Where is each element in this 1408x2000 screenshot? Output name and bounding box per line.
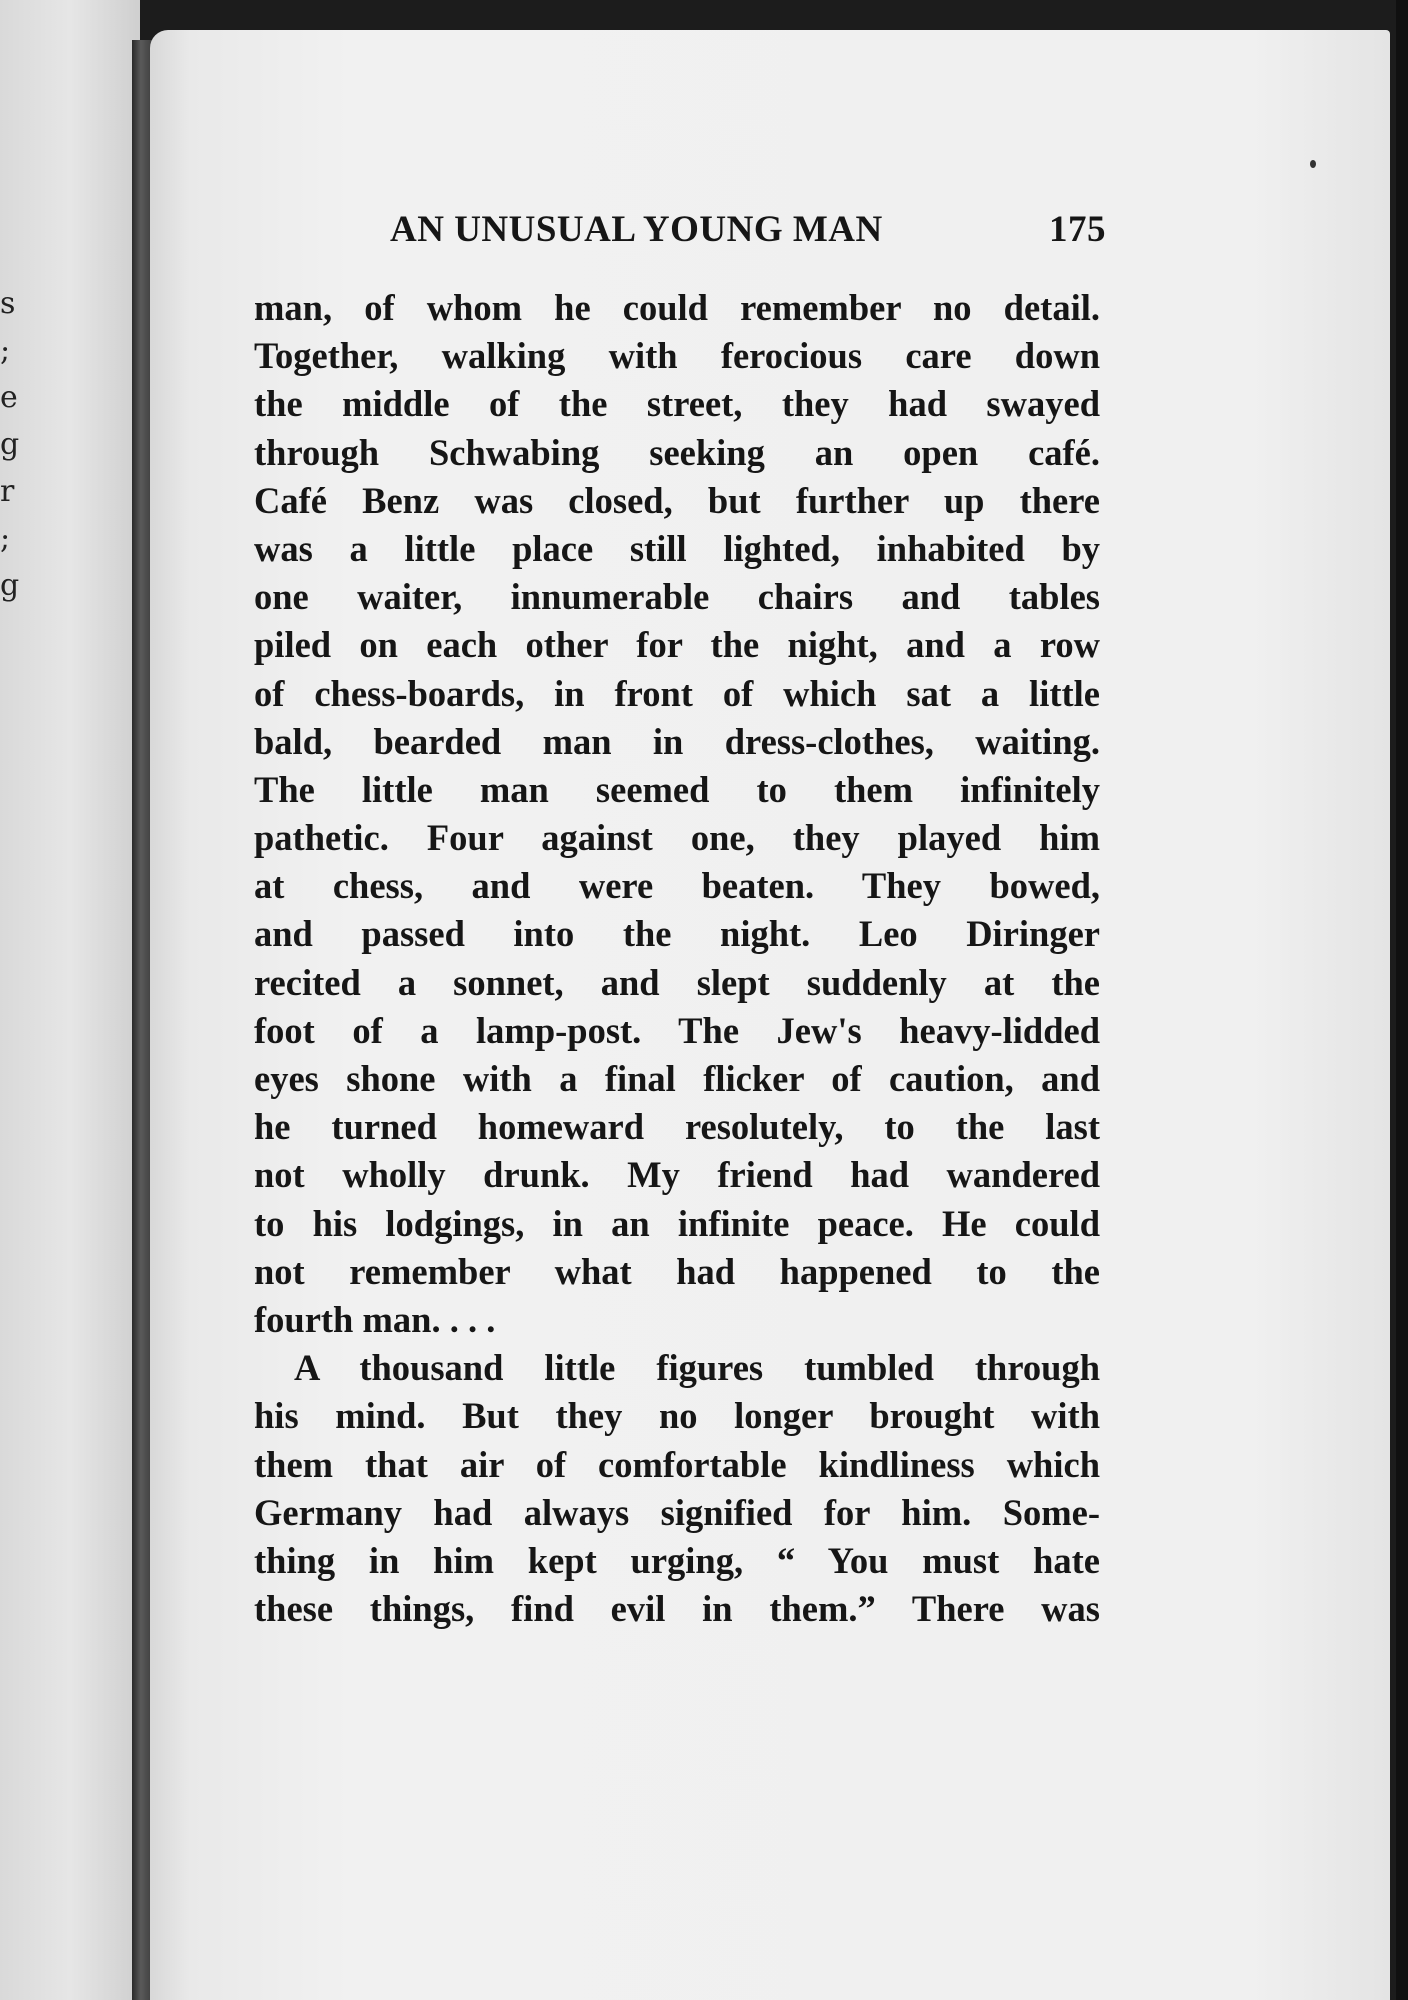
scan-speck xyxy=(1310,160,1316,168)
text-line: them that air of comfortable kindliness which xyxy=(254,1443,1100,1485)
page-number: 175 xyxy=(1049,209,1106,250)
text-line: his mind. But they no longer brought with xyxy=(254,1395,1100,1437)
scan-right-border xyxy=(1396,0,1408,2000)
text-line: fourth man. . . . xyxy=(254,1298,496,1340)
text-line: at chess, and were beaten. They bowed, xyxy=(254,865,1100,907)
running-head xyxy=(390,208,1106,262)
text-line: recited a sonnet, and slept suddenly at the xyxy=(254,961,1100,1003)
running-head-title: AN UNUSUAL YOUNG MAN xyxy=(390,209,883,250)
text-line: eyes shone with a final flicker of caution, and xyxy=(254,1058,1100,1099)
edge-char: s xyxy=(0,286,16,321)
edge-char: g xyxy=(0,427,20,462)
text-line: to his lodgings, in an infinite peace. He could xyxy=(254,1202,1100,1244)
previous-page-text-fragments xyxy=(0,280,24,609)
paragraph-1 xyxy=(254,284,1100,1344)
text-line: piled on each other for the night, and a row xyxy=(254,624,1100,666)
text-line: bald, bearded man in dress-clothes, waiting. xyxy=(254,720,1100,762)
text-line: the middle of the street, they had swayed xyxy=(254,383,1100,425)
text-line: The little man seemed to them infinitely xyxy=(254,768,1100,810)
edge-char: r xyxy=(0,474,15,509)
edge-char: g xyxy=(0,568,20,603)
text-line: foot of a lamp-post. The Jew's heavy-lidded xyxy=(254,1009,1100,1051)
edge-char: e xyxy=(0,380,18,415)
text-line: not wholly drunk. My friend had wandered xyxy=(254,1154,1100,1196)
text-line: pathetic. Four against one, they played him xyxy=(254,817,1100,859)
text-line: one waiter, innumerable chairs and tables xyxy=(254,576,1100,618)
text-line: not remember what had happened to the xyxy=(254,1250,1100,1292)
text-line: was a little place still lighted, inhabited by xyxy=(254,527,1100,569)
body-text xyxy=(254,284,1100,1633)
text-line: of chess-boards, in front of which sat a little xyxy=(254,672,1100,714)
edge-char: ; xyxy=(0,521,11,556)
text-line: these things, find evil in them.” There was xyxy=(254,1588,1100,1630)
text-line: and passed into the night. Leo Diringer xyxy=(254,913,1100,955)
edge-char: ; xyxy=(0,333,11,368)
text-line: thing in him kept urging, “ You must hate xyxy=(254,1539,1100,1581)
text-line: Together, walking with ferocious care down xyxy=(254,335,1100,377)
previous-page-edge xyxy=(0,0,140,2000)
text-line: through Schwabing seeking an open café. xyxy=(254,431,1100,473)
paragraph-2 xyxy=(254,1344,1100,1633)
text-line: he turned homeward resolutely, to the last xyxy=(254,1106,1100,1148)
text-line: Café Benz was closed, but further up there xyxy=(254,479,1100,521)
text-line: A thousand little figures tumbled through xyxy=(294,1347,1100,1389)
text-line: man, of whom he could remember no detail. xyxy=(254,287,1100,328)
text-line: Germany had always signified for him. Some- xyxy=(254,1491,1100,1533)
